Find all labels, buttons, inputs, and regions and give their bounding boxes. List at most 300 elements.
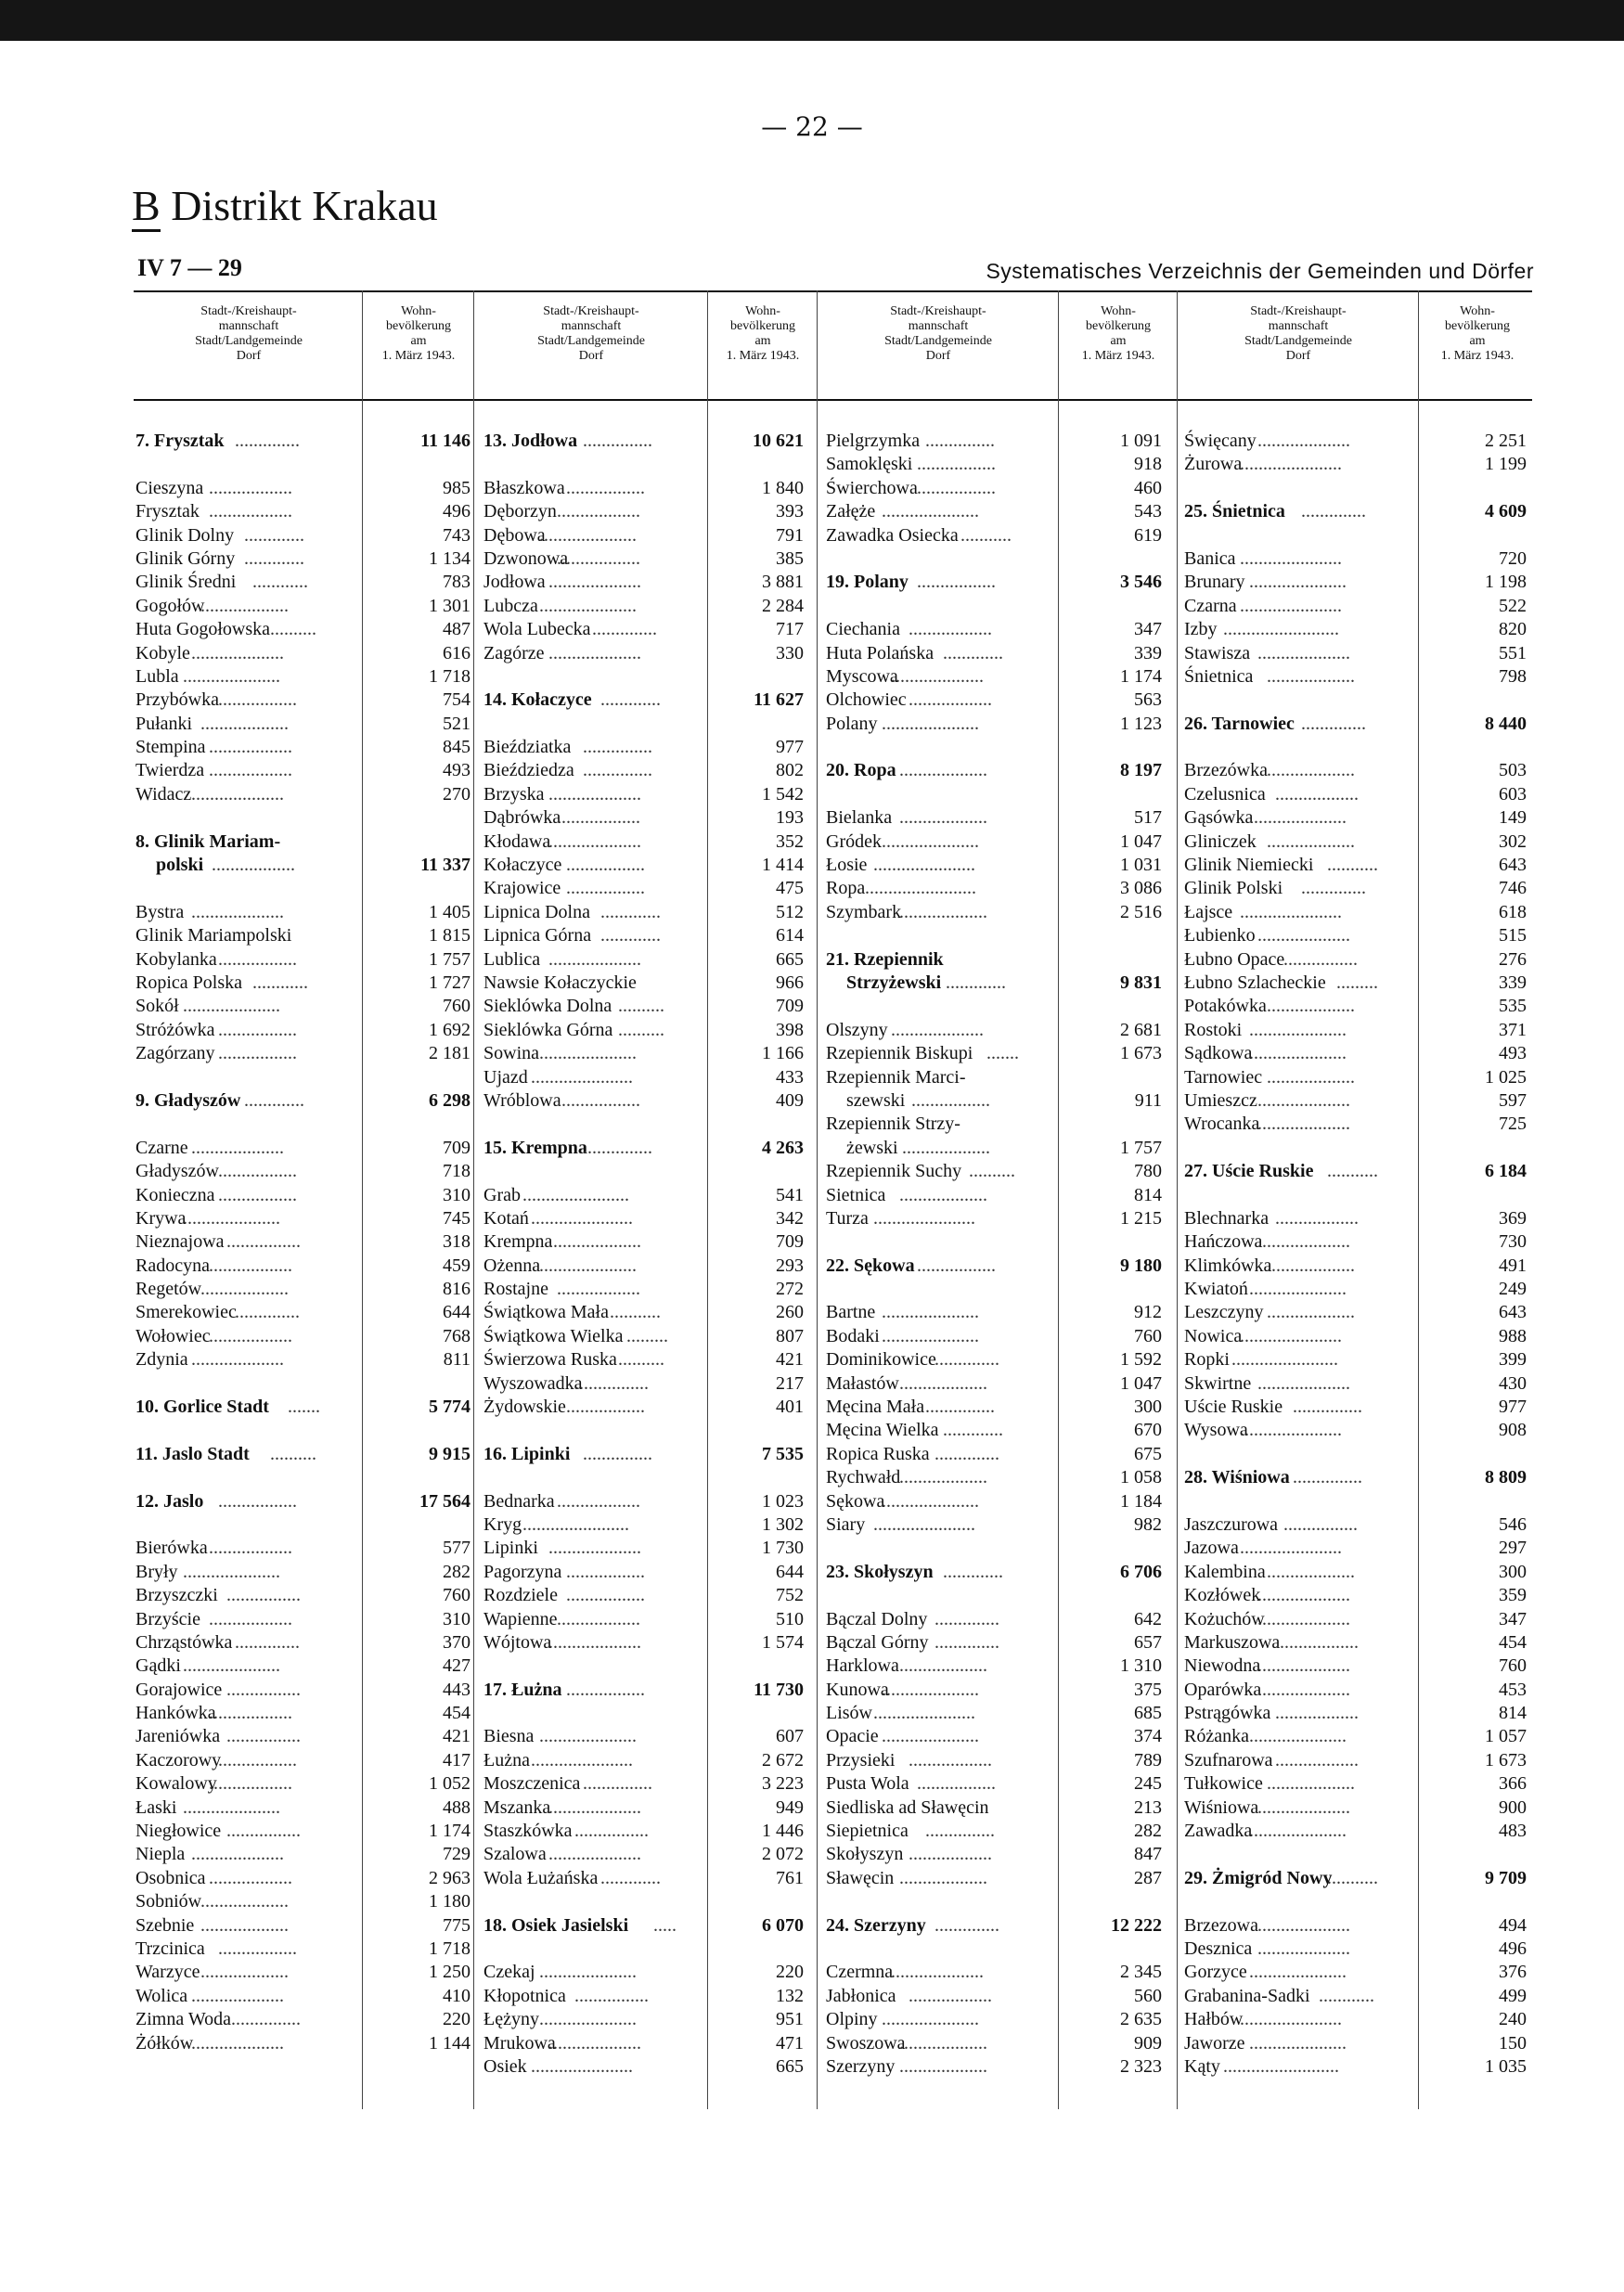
- population-value: 11 337: [420, 855, 470, 876]
- district-entry-name: 13. Jodłowa: [483, 431, 578, 451]
- place-name: Brzyska: [483, 783, 545, 805]
- leader-dots: ...............: [925, 1397, 995, 1418]
- population-value: 220: [443, 2009, 470, 2030]
- population-value: 1 673: [1485, 1749, 1527, 1771]
- place-name: Markuszowa: [1184, 1631, 1281, 1653]
- leader-dots: ....................: [548, 948, 641, 970]
- place-name: Konieczna: [135, 1184, 215, 1205]
- population-value: 783: [443, 572, 470, 593]
- population-value: 789: [1134, 1749, 1162, 1771]
- population-value: 409: [776, 1089, 804, 1111]
- place-name: Skołyszyn: [826, 1844, 904, 1865]
- leader-dots: .....: [653, 1914, 677, 1936]
- place-name: Kozłówek: [1184, 1585, 1261, 1606]
- place-name: Sądkowa: [1184, 1043, 1253, 1064]
- population-value: 1 058: [1120, 1467, 1162, 1488]
- population-value: 1 025: [1485, 1066, 1527, 1088]
- place-name: Stawisza: [1184, 642, 1251, 663]
- place-name: Samoklęski: [826, 454, 913, 475]
- place-name: Kożuchów: [1184, 1608, 1265, 1629]
- place-name: Kryg: [483, 1513, 522, 1535]
- leader-dots: ..........: [618, 1019, 664, 1040]
- leader-dots: .....................: [882, 1490, 979, 1512]
- leader-dots: .....................: [882, 831, 979, 852]
- place-name: Pielgrzymka: [826, 431, 921, 451]
- leader-dots: ..................: [209, 1255, 292, 1276]
- population-value: 675: [1134, 1443, 1162, 1464]
- place-name: Błaszkowa: [483, 477, 565, 498]
- district-entry-name: 16. Lipinki: [483, 1443, 571, 1464]
- leader-dots: ...............: [1293, 1397, 1362, 1418]
- leader-dots: ...............: [583, 760, 652, 781]
- population-value: 619: [1134, 524, 1162, 546]
- place-name: Ropki: [1184, 1349, 1230, 1371]
- population-value: 487: [443, 619, 470, 640]
- leader-dots: ...............: [1293, 1467, 1362, 1488]
- place-name: Dzwonowa: [483, 547, 569, 569]
- population-value: 1 414: [762, 855, 804, 876]
- population-value: 132: [776, 1985, 804, 2006]
- place-name: Sobniów: [135, 1891, 202, 1912]
- leader-dots: .................: [917, 1773, 996, 1795]
- place-name: Wolica: [135, 1985, 188, 2006]
- leader-dots: ....................: [1257, 1914, 1350, 1936]
- place-name: Rzepiennik Biskupi: [826, 1043, 973, 1064]
- place-name: Ożenna: [483, 1255, 541, 1276]
- place-name: Turza: [826, 1207, 869, 1229]
- leader-dots: ..................: [909, 1985, 992, 2006]
- place-name: Bodaki: [826, 1325, 880, 1346]
- leader-dots: ....................: [1257, 1585, 1350, 1606]
- place-name: Kwiatoń: [1184, 1279, 1248, 1300]
- leader-dots: ...................: [899, 2032, 987, 2054]
- population-value: 616: [443, 642, 470, 663]
- leader-dots: ..................: [1275, 783, 1359, 805]
- place-name: Żółków: [135, 2032, 194, 2054]
- leader-dots: ..............: [934, 1631, 999, 1653]
- place-name: Chrząstówka: [135, 1631, 233, 1653]
- place-name: Dominikowice: [826, 1349, 936, 1371]
- leader-dots: ..........: [618, 1349, 664, 1371]
- leader-dots: ..................: [209, 1538, 292, 1559]
- place-name: Wołowiec: [135, 1325, 211, 1346]
- leader-dots: ......................: [1240, 1420, 1342, 1441]
- leader-dots: ..............: [934, 1608, 999, 1629]
- population-value: 427: [443, 1655, 470, 1677]
- population-value: 814: [1499, 1703, 1527, 1724]
- leader-dots: ....................: [548, 1631, 641, 1653]
- place-name: Zdynia: [135, 1349, 188, 1371]
- leader-dots: ..................: [909, 619, 992, 640]
- place-name: Hankówka: [135, 1703, 216, 1724]
- leader-dots: ............: [252, 972, 308, 993]
- place-name: Krempna: [483, 1231, 553, 1253]
- leader-dots: ...................: [1267, 760, 1355, 781]
- leader-dots: ..............: [592, 619, 657, 640]
- place-name: Czelusnica: [1184, 783, 1266, 805]
- leader-dots: .............: [244, 547, 304, 569]
- population-value: 2 323: [1120, 2055, 1162, 2077]
- leader-dots: ................: [226, 1231, 301, 1253]
- population-value: 985: [443, 477, 470, 498]
- leader-dots: ...................: [1267, 665, 1355, 687]
- place-name: Kobyle: [135, 642, 190, 663]
- place-name: Sieklówka Górna: [483, 1019, 613, 1040]
- leader-dots: ......................: [531, 1207, 633, 1229]
- population-value: 374: [1134, 1726, 1162, 1747]
- leader-dots: ...............: [583, 1443, 652, 1464]
- place-name: Jodłowa: [483, 572, 546, 593]
- population-value: 577: [443, 1538, 470, 1559]
- place-name: Izby: [1184, 619, 1218, 640]
- place-name: Biesna: [483, 1726, 535, 1747]
- district-entry-name: 14. Kołaczyce: [483, 689, 592, 711]
- place-name: Łubienko: [1184, 925, 1256, 946]
- population-value: 459: [443, 1255, 470, 1276]
- place-name: Twierdza: [135, 760, 205, 781]
- place-name: Glinik Mariampolski: [135, 925, 292, 946]
- population-value: 293: [776, 1255, 804, 1276]
- leader-dots: ...................: [1267, 1255, 1355, 1276]
- leader-dots: ................: [226, 1821, 301, 1842]
- population-value: 1 134: [429, 547, 470, 569]
- leader-dots: .................: [566, 1585, 645, 1606]
- population-value: 8 197: [1120, 760, 1162, 781]
- population-value: 560: [1134, 1985, 1162, 2006]
- place-name: Lipinki: [483, 1538, 538, 1559]
- place-name: Załęże: [826, 501, 876, 522]
- leader-dots: ......................: [1240, 1325, 1342, 1346]
- leader-dots: ....................: [1257, 1655, 1350, 1677]
- place-name: Wapienne: [483, 1608, 558, 1629]
- column-divider: [1177, 290, 1178, 2109]
- population-value: 745: [443, 1207, 470, 1229]
- population-value: 551: [1499, 642, 1527, 663]
- place-name: Niewodna: [1184, 1655, 1261, 1677]
- population-value: 644: [776, 1561, 804, 1582]
- population-value: 9 709: [1485, 1867, 1527, 1888]
- leader-dots: ................: [226, 1726, 301, 1747]
- leader-dots: ......................: [873, 1513, 975, 1535]
- population-value: 1 542: [762, 783, 804, 805]
- population-value: 371: [1499, 1019, 1527, 1040]
- leader-dots: .................: [218, 1749, 297, 1771]
- leader-dots: ...............: [583, 431, 652, 451]
- leader-dots: ..........: [969, 1161, 1015, 1182]
- place-name: Siepietnica: [826, 1821, 909, 1842]
- place-name: Gródek: [826, 831, 882, 852]
- population-value: 1 757: [429, 948, 470, 970]
- district-entry-name: polski: [156, 855, 204, 876]
- leader-dots: ..................: [209, 1325, 292, 1346]
- population-value: 8 809: [1485, 1467, 1527, 1488]
- population-value: 494: [1499, 1914, 1527, 1936]
- place-name: Opacie: [826, 1726, 879, 1747]
- place-name: Gorajowice: [135, 1679, 223, 1700]
- place-name: Szalowa: [483, 1844, 547, 1865]
- leader-dots: .....................: [183, 1655, 280, 1677]
- place-name: Smerekowiec: [135, 1302, 237, 1323]
- leader-dots: ..................: [909, 1844, 992, 1865]
- leader-dots: ......................: [531, 2055, 633, 2077]
- place-name: Olpiny: [826, 2009, 878, 2030]
- place-name: Ciechania: [826, 619, 900, 640]
- population-value: 339: [1134, 642, 1162, 663]
- leader-dots: .................: [566, 1397, 645, 1418]
- leader-dots: .............: [600, 925, 661, 946]
- population-value: 270: [443, 783, 470, 805]
- leader-dots: .....................: [882, 1325, 979, 1346]
- population-value: 2 963: [429, 1867, 470, 1888]
- leader-dots: .................: [218, 1938, 297, 1959]
- population-value: 260: [776, 1302, 804, 1323]
- leader-dots: ...................: [899, 1372, 987, 1394]
- leader-dots: ....................: [548, 1231, 641, 1253]
- leader-dots: ..................: [909, 1749, 992, 1771]
- leader-dots: .....................: [539, 595, 637, 616]
- place-name: Szymbark: [826, 901, 902, 922]
- place-name: Widacz: [135, 783, 192, 805]
- leader-dots: .....................: [183, 1796, 280, 1818]
- place-name: Kąty: [1184, 2055, 1220, 2077]
- population-value: 982: [1134, 1513, 1162, 1535]
- leader-dots: .....................: [1249, 807, 1347, 829]
- leader-dots: ...................: [899, 2055, 987, 2077]
- leader-dots: ....................: [1257, 1679, 1350, 1700]
- column-header-place: Stadt-/Kreishaupt- mannschaft Stadt/Landgemeinde Dorf: [1244, 304, 1352, 363]
- place-name: Jabłonica: [826, 1985, 896, 2006]
- population-value: 811: [443, 1349, 470, 1371]
- place-name: Ujazd: [483, 1066, 528, 1088]
- population-value: 471: [776, 2032, 804, 2054]
- place-name: Krywa: [135, 1207, 187, 1229]
- place-name: Świerzowa Ruska: [483, 1349, 617, 1371]
- column-header-population: Wohn- bevölkerung am 1. März 1943.: [1081, 304, 1155, 363]
- population-value: 375: [1134, 1679, 1162, 1700]
- leader-dots: ...................: [1267, 1066, 1355, 1088]
- population-value: 718: [443, 1161, 470, 1182]
- leader-dots: ................: [226, 1679, 301, 1700]
- place-name: Lublica: [483, 948, 541, 970]
- leader-dots: .....................: [1249, 1962, 1347, 1983]
- population-value: 10 621: [753, 431, 804, 451]
- leader-dots: ..................: [212, 855, 295, 876]
- place-name: Staszkówka: [483, 1821, 573, 1842]
- population-value: 9 180: [1120, 1255, 1162, 1276]
- leader-dots: .........: [626, 1325, 668, 1346]
- leader-dots: ...........: [960, 524, 1012, 546]
- population-value: 410: [443, 1985, 470, 2006]
- leader-dots: .........................: [1223, 2055, 1339, 2077]
- population-value: 5 774: [429, 1397, 470, 1418]
- leader-dots: ....................: [891, 1019, 984, 1040]
- leader-dots: ....................: [891, 665, 984, 687]
- population-value: 310: [443, 1184, 470, 1205]
- leader-dots: ............: [1319, 1985, 1374, 2006]
- population-value: 951: [776, 2009, 804, 2030]
- place-name: Męcina Wielka: [826, 1420, 939, 1441]
- leader-dots: .....................: [882, 501, 979, 522]
- population-value: 791: [776, 524, 804, 546]
- population-value: 369: [1499, 1207, 1527, 1229]
- leader-dots: ................: [574, 1821, 649, 1842]
- population-value: 515: [1499, 925, 1527, 946]
- leader-dots: ....................: [191, 642, 284, 663]
- population-value: 1 727: [429, 972, 470, 993]
- district-entry-name: 20. Ropa: [826, 760, 896, 781]
- leader-dots: ...................: [899, 760, 987, 781]
- leader-dots: ..................: [1275, 1631, 1359, 1653]
- population-value: 1 405: [429, 901, 470, 922]
- population-value: 1 215: [1120, 1207, 1162, 1229]
- population-value: 820: [1499, 619, 1527, 640]
- leader-dots: ................: [226, 1585, 301, 1606]
- place-name: Wójtowa: [483, 1631, 552, 1653]
- population-value: 642: [1134, 1608, 1162, 1629]
- leader-dots: ...................: [200, 1891, 289, 1912]
- place-name: Łubno Szlacheckie: [1184, 972, 1326, 993]
- population-value: 847: [1134, 1844, 1162, 1865]
- leader-dots: .................: [566, 878, 645, 899]
- leader-dots: .................: [218, 689, 297, 711]
- population-value: 761: [776, 1867, 804, 1888]
- place-name: Krajowice: [483, 878, 561, 899]
- place-name: Klimkówka: [1184, 1255, 1272, 1276]
- leader-dots: ...................: [1267, 831, 1355, 852]
- place-name: Łajsce: [1184, 901, 1233, 922]
- leader-dots: .................: [218, 1019, 297, 1040]
- place-name: Lipnica Dolna: [483, 901, 590, 922]
- place-name: Sękowa: [826, 1490, 885, 1512]
- population-value: 4 609: [1485, 501, 1527, 522]
- leader-dots: ...........: [1327, 855, 1378, 876]
- leader-dots: ................: [1283, 1513, 1358, 1535]
- population-value: 475: [776, 878, 804, 899]
- place-name: Ropa: [826, 878, 866, 899]
- place-name: Trzcinica: [135, 1938, 205, 1959]
- population-value: 643: [1499, 855, 1527, 876]
- population-value: 300: [1134, 1397, 1162, 1418]
- population-value: 366: [1499, 1773, 1527, 1795]
- district-entry-name: 19. Polany: [826, 572, 909, 593]
- place-name: Pstrągówka: [1184, 1703, 1271, 1724]
- leader-dots: ..............: [235, 431, 300, 451]
- population-value: 302: [1499, 831, 1527, 852]
- place-name: Kaczorowy: [135, 1749, 222, 1771]
- leader-dots: ....................: [1257, 642, 1350, 663]
- population-value: 912: [1134, 1302, 1162, 1323]
- population-value: 802: [776, 760, 804, 781]
- leader-dots: .....................: [1249, 1043, 1347, 1064]
- place-name: Małastów: [826, 1372, 899, 1394]
- leader-dots: ...............: [925, 431, 995, 451]
- place-name: Kobylanka: [135, 948, 217, 970]
- leader-dots: ..............: [934, 1349, 999, 1371]
- district-entry-name: 8. Glinik Mariam-: [135, 831, 281, 852]
- leader-dots: ...................: [200, 1914, 289, 1936]
- leader-dots: ....................: [1257, 1938, 1350, 1959]
- leader-dots: ..................: [209, 760, 292, 781]
- place-name: Glinik Dolny: [135, 524, 235, 546]
- place-name: Zagórze: [483, 642, 545, 663]
- place-name: Łężyny: [483, 2009, 539, 2030]
- district-entry-name: 11. Jaslo Stadt: [135, 1443, 250, 1464]
- leader-dots: ....................: [191, 1844, 284, 1865]
- population-value: 11 146: [420, 431, 470, 451]
- column-divider: [473, 290, 474, 2109]
- population-value: 8 440: [1485, 713, 1527, 734]
- leader-dots: .......: [986, 1043, 1019, 1064]
- place-name: Gądki: [135, 1655, 181, 1677]
- population-value: 342: [776, 1207, 804, 1229]
- column-header-place: Stadt-/Kreishaupt- mannschaft Stadt/Landgemeinde Dorf: [195, 304, 303, 363]
- leader-dots: ....................: [1257, 1231, 1350, 1253]
- place-name: Mrukowa: [483, 2032, 556, 2054]
- leader-dots: .....................: [882, 713, 979, 734]
- leader-dots: ..................: [909, 689, 992, 711]
- leader-dots: ....................: [1257, 1372, 1350, 1394]
- leader-dots: .....................: [882, 1302, 979, 1323]
- place-name: Ropica Polska: [135, 972, 242, 993]
- place-name: Wyszowadka: [483, 1372, 583, 1394]
- place-name: Lipnica Górna: [483, 925, 592, 946]
- leader-dots: ...............: [583, 1137, 652, 1158]
- place-name: Zawadka Osiecka: [826, 524, 959, 546]
- place-name: Świątkowa Wielka: [483, 1325, 624, 1346]
- leader-dots: ....................: [191, 1985, 284, 2006]
- place-name: Przybówka: [135, 689, 219, 711]
- district-entry-name: 23. Skołyszyn: [826, 1561, 934, 1582]
- leader-dots: .....................: [539, 1726, 637, 1747]
- population-value: 977: [776, 737, 804, 758]
- leader-dots: ....................: [548, 2032, 641, 2054]
- population-value: 760: [443, 996, 470, 1017]
- leader-dots: ....................: [191, 783, 284, 805]
- leader-dots: ................: [574, 1985, 649, 2006]
- place-name: Czermna: [826, 1962, 894, 1983]
- population-value: 11 627: [754, 689, 804, 711]
- leader-dots: ....................: [891, 1962, 984, 1983]
- leader-dots: ....................: [191, 901, 284, 922]
- place-name: Kowalowy: [135, 1773, 217, 1795]
- population-value: 729: [443, 1844, 470, 1865]
- leader-dots: ..........: [618, 996, 664, 1017]
- population-value: 845: [443, 737, 470, 758]
- leader-dots: ...........: [1327, 1161, 1378, 1182]
- leader-dots: ..............: [1301, 878, 1366, 899]
- population-value: 522: [1499, 595, 1527, 616]
- place-name: Stempina: [135, 737, 206, 758]
- population-value: 1 035: [1485, 2055, 1527, 2077]
- leader-dots: ..................: [557, 1279, 640, 1300]
- place-name: Grabanina-Sadki: [1184, 1985, 1310, 2006]
- place-name: Tułkowice: [1184, 1773, 1263, 1795]
- population-value: 1 310: [1120, 1655, 1162, 1677]
- leader-dots: ......................: [873, 1703, 975, 1724]
- population-value: 12 222: [1111, 1914, 1162, 1936]
- leader-dots: ...................: [899, 1655, 987, 1677]
- leader-dots: ...................: [200, 713, 289, 734]
- population-value: 685: [1134, 1703, 1162, 1724]
- place-name: Gorzyce: [1184, 1962, 1247, 1983]
- population-value: 541: [776, 1184, 804, 1205]
- place-name: Bartne: [826, 1302, 876, 1323]
- population-value: 399: [1499, 1349, 1527, 1371]
- place-name: Wola Lubecka: [483, 619, 591, 640]
- population-value: 1 180: [429, 1891, 470, 1912]
- population-value: 597: [1499, 1089, 1527, 1111]
- leader-dots: .....................: [539, 1043, 637, 1064]
